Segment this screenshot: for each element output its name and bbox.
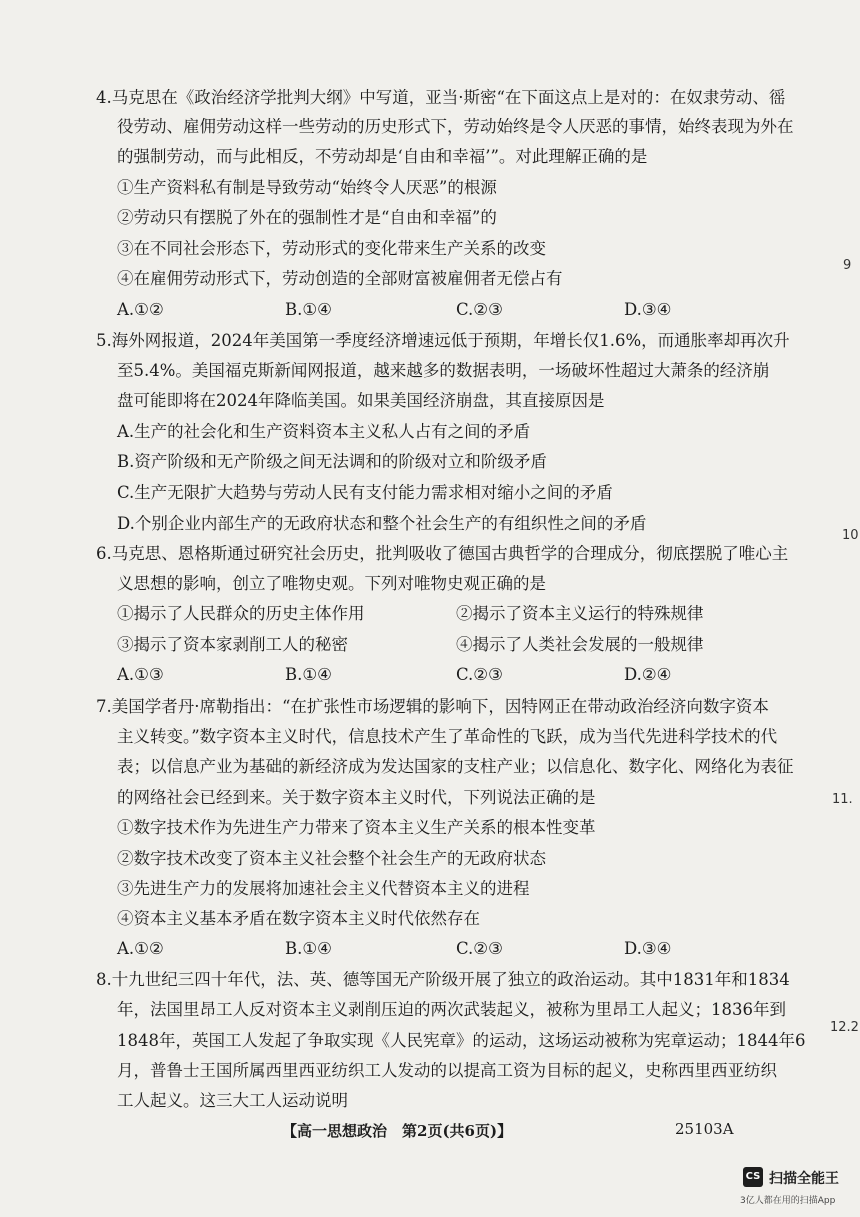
camscanner-logo-icon: CS	[743, 1167, 763, 1187]
q8-line-3: 1848年，英国工人发起了争取实现《人民宪章》的运动，这场运动被称为宪章运动；1844年6	[117, 1031, 806, 1050]
q7-option-c: C.②③	[456, 939, 503, 958]
q8-line-1: 8.十九世纪三四十年代，法、英、德等国无产阶级开展了独立的政治运动。其中1831年和1834	[96, 970, 790, 989]
q7-line-3: 表；以信息产业为基础的新经济成为发达国家的支柱产业；以信息化、数字化、网络化为表征	[117, 757, 794, 776]
q6-statement-4: ④揭示了人类社会发展的一般规律	[456, 635, 704, 654]
q7-option-b: B.①④	[285, 939, 332, 958]
q7-option-a: A.①②	[117, 939, 164, 958]
q6-option-a: A.①③	[117, 665, 164, 684]
q5-line-3: 盘可能即将在2024年降临美国。如果美国经济崩盘，其直接原因是	[117, 391, 605, 410]
q4-line-1: 4.马克思在《政治经济学批判大纲》中写道，亚当·斯密“在下面这点上是对的：在奴隶劳动、徭	[96, 88, 786, 107]
q8-line-2: 年，法国里昂工人反对资本主义剥削压迫的两次武装起义，被称为里昂工人起义；1836年到	[117, 1000, 786, 1019]
q7-statement-4: ④资本主义基本矛盾在数字资本主义时代依然存在	[117, 909, 480, 928]
page-footer: 【高一思想政治 第2页(共6页)】	[282, 1122, 513, 1140]
q4-statement-4: ④在雇佣劳动形式下，劳动创造的全部财富被雇佣者无偿占有	[117, 269, 563, 288]
q6-option-c: C.②③	[456, 665, 503, 684]
q7-statement-3: ③先进生产力的发展将加速社会主义代替资本主义的进程	[117, 879, 530, 898]
q5-choice-c: C.生产无限扩大趋势与劳动人民有支付能力需求相对缩小之间的矛盾	[117, 483, 613, 502]
q5-choice-d: D.个别企业内部生产的无政府状态和整个社会生产的有组织性之间的矛盾	[117, 514, 647, 533]
q4-statement-2: ②劳动只有摆脱了外在的强制性才是“自由和幸福”的	[117, 208, 497, 227]
q6-option-b: B.①④	[285, 665, 332, 684]
q5-line-2: 至5.4%。美国福克斯新闻网报道，越来越多的数据表明，一场破坏性超过大萧条的经济崩	[117, 361, 770, 380]
q4-statement-1: ①生产资料私有制是导致劳动“始终令人厌恶”的根源	[117, 178, 497, 197]
q6-line-1: 6.马克思、恩格斯通过研究社会历史，批判吸收了德国古典哲学的合理成分，彻底摆脱了唯心主	[96, 544, 789, 563]
q4-statement-3: ③在不同社会形态下，劳动形式的变化带来生产关系的改变	[117, 239, 546, 258]
q7-line-4: 的网络社会已经到来。关于数字资本主义时代，下列说法正确的是	[117, 788, 596, 807]
camscanner-tagline: 3亿人都在用的扫描App	[740, 1196, 836, 1206]
q8-line-5: 工人起义。这三大工人运动说明	[117, 1091, 348, 1110]
q7-line-2: 主义转变。”数字资本主义时代，信息技术产生了革命性的飞跃，成为当代先进科学技术的代	[117, 727, 778, 746]
q5-choice-b: B.资产阶级和无产阶级之间无法调和的阶级对立和阶级矛盾	[117, 452, 547, 471]
q7-statement-2: ②数字技术改变了资本主义社会整个社会生产的无政府状态	[117, 849, 546, 868]
q4-line-2: 役劳动、雇佣劳动这样一些劳动的历史形式下，劳动始终是令人厌恶的事情，始终表现为外在	[117, 117, 794, 136]
q6-statement-2: ②揭示了资本主义运行的特殊规律	[456, 604, 704, 623]
q4-option-b: B.①④	[285, 300, 332, 319]
q6-statement-1: ①揭示了人民群众的历史主体作用	[117, 604, 365, 623]
q4-option-c: C.②③	[456, 300, 503, 319]
camscanner-name: 扫描全能王	[769, 1171, 839, 1187]
q6-line-2: 义思想的影响，创立了唯物史观。下列对唯物史观正确的是	[117, 574, 546, 593]
margin-number-9: 9	[843, 258, 852, 273]
q8-line-4: 月，普鲁士王国所属西里西亚纺织工人发动的以提高工资为目标的起义，史称西里西亚纺织	[117, 1061, 777, 1080]
q7-statement-1: ①数字技术作为先进生产力带来了资本主义生产关系的根本性变革	[117, 818, 596, 837]
q6-option-d: D.②④	[624, 665, 672, 684]
q6-statement-3: ③揭示了资本家剥削工人的秘密	[117, 635, 348, 654]
q4-option-d: D.③④	[624, 300, 672, 319]
margin-number-10: 10	[842, 528, 859, 543]
q5-line-1: 5.海外网报道，2024年美国第一季度经济增速远低于预期，年增长仅1.6%，而通胀率却再次升	[96, 331, 790, 350]
q7-option-d: D.③④	[624, 939, 672, 958]
q4-option-a: A.①②	[117, 300, 164, 319]
margin-number-11: 11.	[832, 792, 853, 807]
paper-code: 25103A	[675, 1120, 734, 1138]
margin-number-12: 12.2	[830, 1020, 859, 1035]
q7-line-1: 7.美国学者丹·席勒指出：“在扩张性市场逻辑的影响下，因特网正在带动政治经济向数字资本	[96, 697, 769, 716]
q5-choice-a: A.生产的社会化和生产资料资本主义私人占有之间的矛盾	[117, 422, 531, 441]
q4-line-3: 的强制劳动，而与此相反，不劳动却是‘自由和幸福’”。对此理解正确的是	[117, 147, 648, 166]
